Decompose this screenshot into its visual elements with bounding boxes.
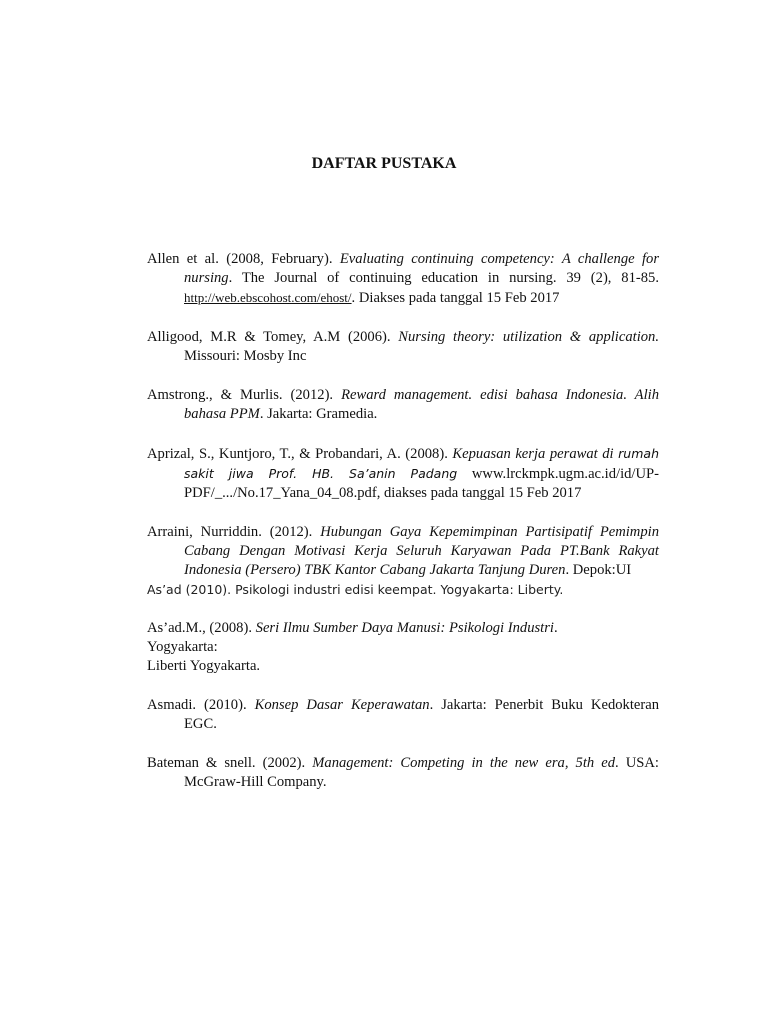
ref-author-year: Arraini, Nurriddin. (2012). xyxy=(147,524,321,540)
ref-source: . The Journal of continuing education in nursing. 39 (2), 81-85. xyxy=(228,270,659,286)
ref-author-year: Amstrong., & Murlis. (2012). xyxy=(147,387,342,403)
page-title: DAFTAR PUSTAKA xyxy=(311,155,457,172)
ref-title-continued: rumah sakit jiwa Prof. HB. Sa’anin Padang xyxy=(184,446,659,481)
reference-asmadi xyxy=(147,696,659,734)
reference-asad-2010 xyxy=(147,580,659,599)
ref-author-year: Asmadi. (2010). xyxy=(147,697,255,713)
ref-publisher: Missouri: Mosby Inc xyxy=(184,348,307,364)
ref-text: As’ad (2010). Psikologi industri edisi keempat. Yogyakarta: Liberty. xyxy=(147,582,564,597)
reference-allen xyxy=(147,250,659,308)
ref-accessed: . Diakses pada tanggal 15 Feb 2017 xyxy=(351,290,560,306)
ref-punct: . xyxy=(553,620,558,636)
reference-asad-2008 xyxy=(147,619,659,676)
reference-list xyxy=(147,250,659,812)
ref-author-year: Aprizal, S., Kuntjoro, T., & Probandari, A. (2008). xyxy=(147,446,453,462)
reference-bateman xyxy=(147,754,659,792)
ref-publisher: Liberti Yogyakarta. xyxy=(147,658,261,674)
ref-title: Seri Ilmu Sumber Daya Manusi: Psikologi Industri xyxy=(255,620,554,636)
ref-title: Nursing theory: utilization & application. xyxy=(398,329,659,345)
ref-author-year: Allen et al. (2008, February). xyxy=(147,251,340,267)
reference-alligood xyxy=(147,328,659,366)
ref-author-year: Bateman & snell. (2002). xyxy=(147,755,313,771)
ref-title: Reward management. edisi bahasa Indonesia. Alih bahasa PPM xyxy=(184,387,660,422)
ref-title: Hubungan Gaya Kepemimpinan Partisipatif Pemimpin Cabang Dengan Motivasi Kerja Seluruh Karyawan Pada PT.Bank Rakyat Indonesia (Persero) TBK Kantor Cabang Jakarta Tanjung Duren xyxy=(184,524,659,578)
ref-title: Konsep Dasar Keperawatan xyxy=(254,697,430,713)
ref-title: Management: Competing in the new era, 5th ed xyxy=(312,755,616,771)
ref-source: www.lrckmpk.ugm.ac.id/id/UP-PDF/_.../No.17_Yana_04_08.pdf, diakses pada tanggal 15 Feb 2017 xyxy=(184,466,659,501)
ref-author-year: Alligood, M.R & Tomey, A.M (2006). xyxy=(147,329,399,345)
reference-arraini xyxy=(147,523,659,580)
ref-publisher: . Jakarta: Gramedia. xyxy=(259,406,378,422)
ref-url-link[interactable]: http://web.ebscohost.com/ehost/ xyxy=(184,290,352,305)
ref-publisher: . USA: McGraw-Hill Company. xyxy=(184,755,659,790)
reference-aprizal xyxy=(147,444,659,503)
ref-publisher: . Depok:UI xyxy=(565,562,632,578)
ref-title: Kepuasan kerja perawat di xyxy=(452,446,614,462)
ref-author-year: As’ad.M., (2008). xyxy=(147,620,256,636)
ref-city: Yogyakarta: xyxy=(147,639,218,655)
ref-publisher: . Jakarta: Penerbit Buku Kedokteran EGC. xyxy=(184,697,660,732)
ref-title: Evaluating continuing competency: A challenge for nursing xyxy=(184,251,659,286)
reference-amstrong xyxy=(147,386,659,424)
